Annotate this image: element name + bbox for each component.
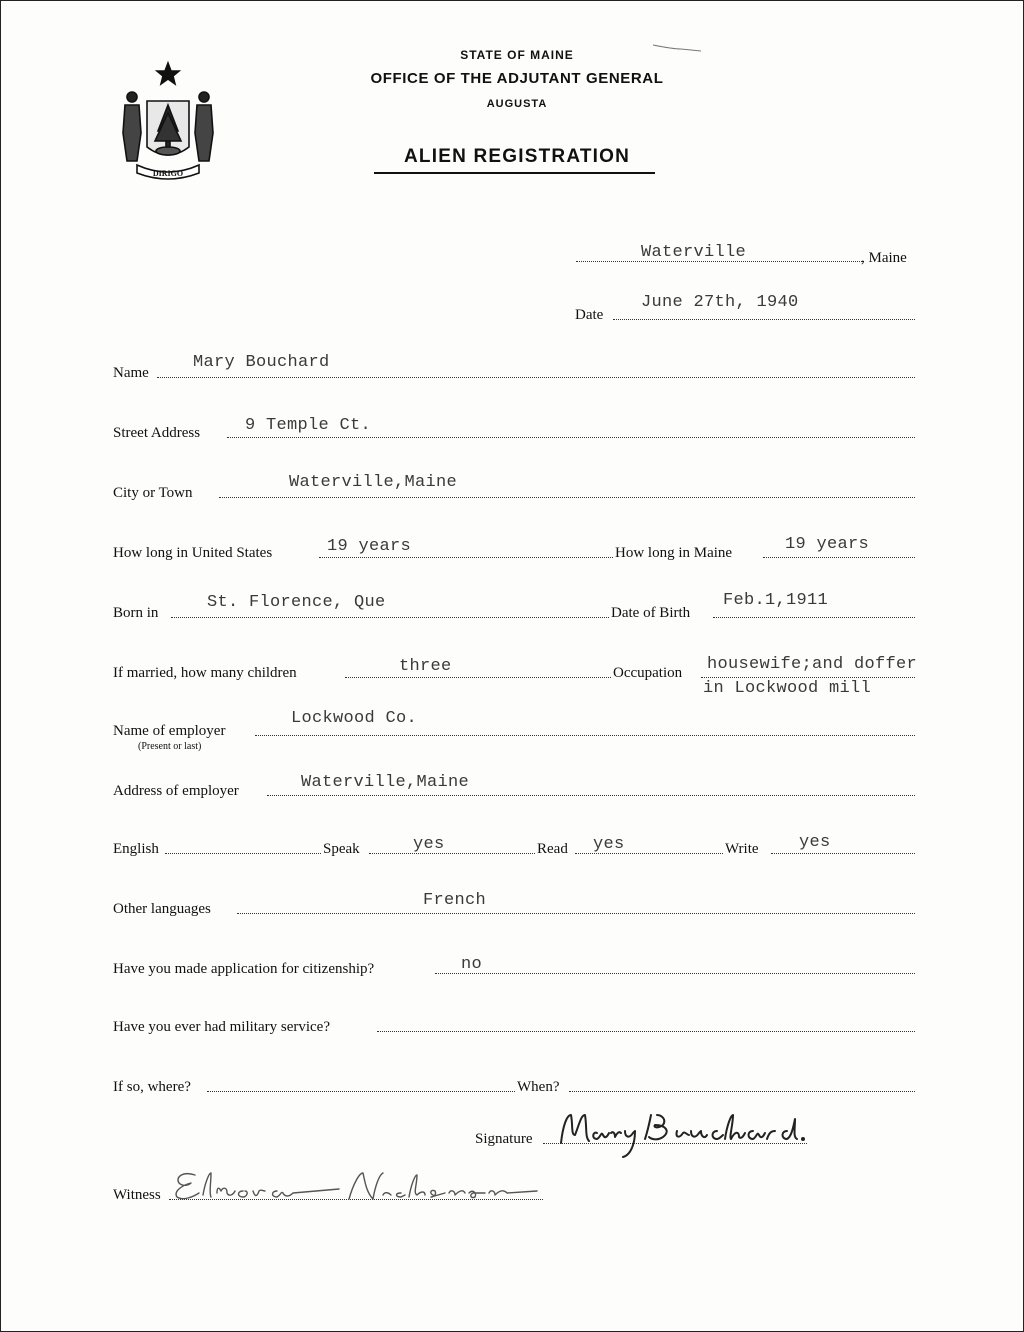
english-line — [165, 853, 321, 854]
name-line — [157, 377, 915, 378]
city-label: City or Town — [113, 485, 193, 501]
born-in-line — [171, 617, 609, 618]
us-duration-value: 19 years — [327, 537, 412, 556]
dob-label: Date of Birth — [611, 605, 691, 621]
born-in-label: Born in — [113, 605, 159, 621]
employer-address-value: Waterville,Maine — [301, 773, 470, 792]
dob-line — [713, 617, 915, 618]
other-languages-value: French — [423, 891, 487, 910]
where-label: If so, where? — [113, 1079, 191, 1095]
children-line — [345, 677, 611, 678]
form-title: ALIEN REGISTRATION — [403, 146, 631, 167]
where-line — [207, 1091, 515, 1092]
street-label: Street Address — [113, 425, 201, 441]
born-in-value: St. Florence, Que — [207, 593, 386, 612]
place-value: Waterville — [641, 243, 747, 262]
children-value: three — [399, 657, 452, 676]
citizenship-label: Have you made application for citizenship? — [113, 961, 375, 977]
us-duration-label: How long in United States — [113, 545, 273, 561]
military-line — [377, 1031, 915, 1032]
maine-duration-label: How long in Maine — [615, 545, 733, 561]
employer-value: Lockwood Co. — [291, 709, 418, 728]
read-value: yes — [593, 835, 625, 854]
read-label: Read — [537, 841, 568, 857]
svg-text:DIRIGO: DIRIGO — [152, 169, 184, 178]
occupation-value-line1: housewife;and doffer — [707, 655, 918, 674]
speak-value: yes — [413, 835, 445, 854]
occupation-line — [701, 677, 915, 678]
dob-value: Feb.1,1911 — [723, 591, 829, 610]
state-heading: STATE OF MAINE — [460, 48, 574, 62]
stray-mark — [651, 37, 711, 59]
write-line — [771, 853, 915, 854]
witness-signature-image — [169, 1163, 545, 1209]
maine-duration-line — [763, 557, 915, 558]
write-value: yes — [799, 833, 831, 852]
us-duration-line — [319, 557, 613, 558]
military-label: Have you ever had military service? — [113, 1019, 330, 1035]
name-value: Mary Bouchard — [193, 353, 330, 372]
city-line — [219, 497, 915, 498]
signature-label: Signature — [475, 1131, 533, 1147]
city-heading: AUGUSTA — [486, 98, 548, 110]
when-label: When? — [517, 1079, 560, 1095]
date-label: Date — [575, 307, 604, 323]
date-value: June 27th, 1940 — [641, 293, 799, 312]
employer-line — [255, 735, 915, 736]
city-value: Waterville,Maine — [289, 473, 458, 492]
write-label: Write — [725, 841, 759, 857]
when-line — [569, 1091, 915, 1092]
employer-address-line — [267, 795, 915, 796]
other-languages-line — [237, 913, 915, 914]
occupation-value-line2: in Lockwood mill — [703, 679, 872, 698]
other-languages-label: Other languages — [113, 901, 211, 917]
employer-sublabel: (Present or last) — [138, 741, 202, 752]
place-suffix: , Maine — [861, 250, 907, 266]
speak-label: Speak — [323, 841, 360, 857]
children-label: If married, how many children — [113, 665, 297, 681]
street-value: 9 Temple Ct. — [245, 416, 372, 435]
witness-label: Witness — [113, 1187, 161, 1203]
office-heading: OFFICE OF THE ADJUTANT GENERAL — [370, 70, 664, 87]
citizenship-line — [435, 973, 915, 974]
title-underline — [374, 172, 655, 174]
english-label: English — [113, 841, 159, 857]
date-line — [613, 319, 915, 320]
signature-image — [549, 1101, 819, 1161]
employer-address-label: Address of employer — [113, 783, 239, 799]
occupation-label: Occupation — [613, 665, 683, 681]
maine-duration-value: 19 years — [785, 535, 870, 554]
name-label: Name — [113, 365, 149, 381]
citizenship-value: no — [461, 955, 483, 974]
speak-line — [369, 853, 535, 854]
street-line — [227, 437, 915, 438]
employer-label: Name of employer — [113, 723, 226, 739]
